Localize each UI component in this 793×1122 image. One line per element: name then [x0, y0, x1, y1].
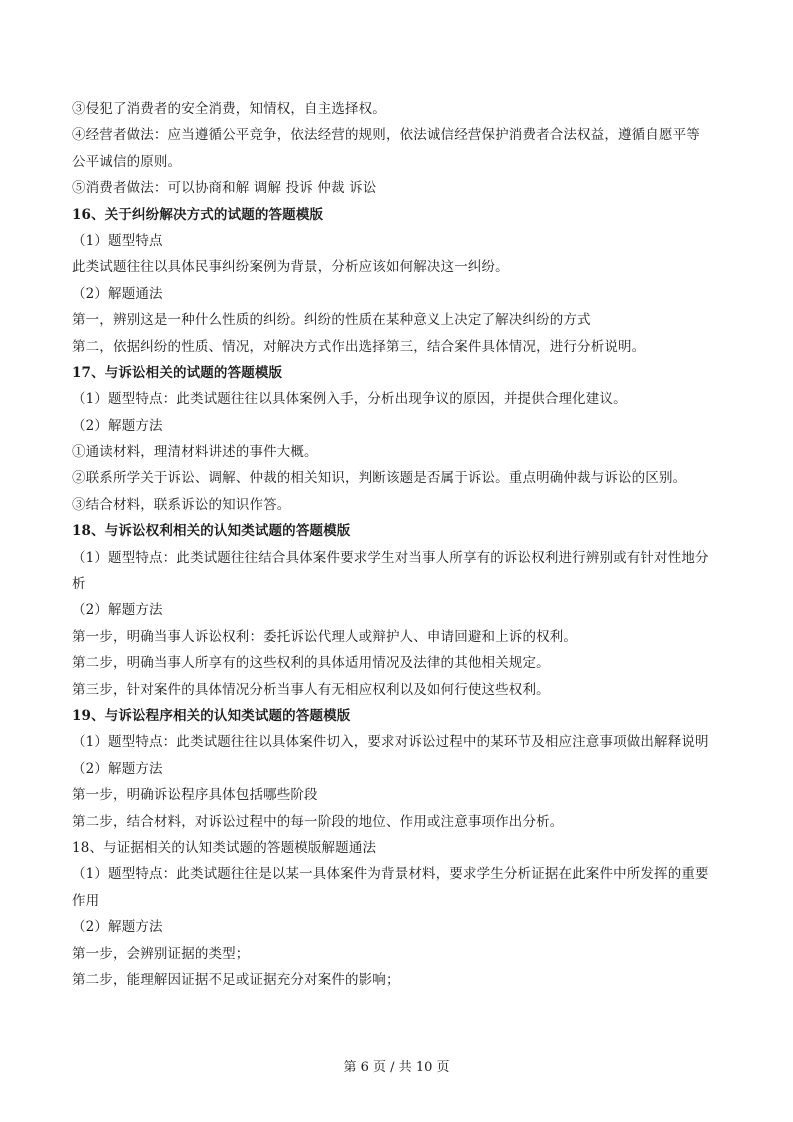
section-heading: 18、与诉讼权利相关的认知类试题的答题模版 — [72, 523, 351, 540]
paragraph-line: （2）解题方法 — [72, 602, 163, 619]
page-footer: 第 6 页 / 共 10 页 — [343, 1060, 450, 1075]
paragraph-line: 第二，依据纠纷的性质、情况，对解决方式作出选择第三，结合案件具体情况，进行分析说明。 — [72, 338, 646, 355]
paragraph-line: （2）解题方法 — [72, 919, 163, 936]
paragraph-line: （2）解题通法 — [72, 285, 163, 302]
paragraph-line: （1）题型特点：此类试题往往是以某一具体案件为背景材料，要求学生分析证据在此案件中所发挥的重要 — [72, 866, 709, 883]
document-body — [72, 96, 732, 993]
paragraph-line: 第二步，结合材料，对诉讼过程中的每一阶段的地位、作用或注意事项作出分析。 — [72, 813, 564, 830]
paragraph-line: 第一步，明确诉讼程序具体包括哪些阶段 — [72, 787, 318, 804]
section-heading: 16、关于纠纷解决方式的试题的答题模版 — [72, 206, 324, 223]
paragraph-line: （1）题型特点：此类试题往往以具体案件切入，要求对诉讼过程中的某环节及相应注意事项做出解释说明 — [72, 734, 709, 751]
paragraph-line: ⑤消费者做法：可以协商和解 调解 投诉 仲裁 诉讼 — [72, 180, 377, 197]
paragraph-line: 第一，辨别这是一种什么性质的纠纷。纠纷的性质在某种意义上决定了解决纠纷的方式 — [72, 312, 591, 329]
section-heading: 17、与诉讼相关的试题的答题模版 — [72, 364, 283, 381]
paragraph-line: （1）题型特点 — [72, 232, 163, 249]
paragraph-line: （1）题型特点：此类试题往往以具体案例入手，分析出现争议的原因，并提供合理化建议。 — [72, 391, 627, 408]
section-heading: 19、与诉讼程序相关的认知类试题的答题模版 — [72, 707, 351, 724]
paragraph-line: 析 — [72, 576, 86, 593]
paragraph-line: （1）题型特点：此类试题往往结合具体案件要求学生对当事人所享有的诉讼权利进行辨别或有针对性地分 — [72, 549, 709, 566]
paragraph-line: 作用 — [72, 892, 100, 909]
paragraph-line: ②联系所学关于诉讼、调解、仲裁的相关知识，判断该题是否属于诉讼。重点明确仲裁与诉讼的区别。 — [72, 470, 687, 487]
paragraph-line: （2）解题方法 — [72, 760, 163, 777]
paragraph-line: 第一步，会辨别证据的类型； — [72, 945, 250, 962]
paragraph-line: ④经营者做法：应当遵循公平竞争，依法经营的规则，依法诚信经营保护消费者合法权益，遵循自愿平等 — [72, 127, 700, 144]
paragraph-line: ③侵犯了消费者的安全消费，知情权，自主选择权。 — [72, 101, 386, 117]
paragraph-line: 此类试题往往以具体民事纠纷案例为背景，分析应该如何解决这一纠纷。 — [72, 259, 509, 276]
paragraph-line: 第一步，明确当事人诉讼权利：委托诉讼代理人或辩护人、申请回避和上诉的权利。 — [72, 628, 578, 645]
paragraph-line: 第二步，明确当事人所享有的这些权利的具体适用情况及法律的其他相关规定。 — [72, 655, 550, 672]
paragraph-line: 18、与证据相关的认知类试题的答题模版解题通法 — [72, 839, 377, 856]
paragraph-line: （2）解题方法 — [72, 417, 163, 434]
paragraph-line: 公平诚信的原则。 — [72, 153, 182, 170]
paragraph-line: ①通读材料，理清材料讲述的事件大概。 — [72, 444, 318, 461]
paragraph-line: 第二步，能理解因证据不足或证据充分对案件的影响； — [72, 971, 400, 988]
paragraph-line: ③结合材料，联系诉讼的知识作答。 — [72, 496, 291, 513]
paragraph-line: 第三步，针对案件的具体情况分析当事人有无相应权利以及如何行使这些权利。 — [72, 681, 550, 698]
